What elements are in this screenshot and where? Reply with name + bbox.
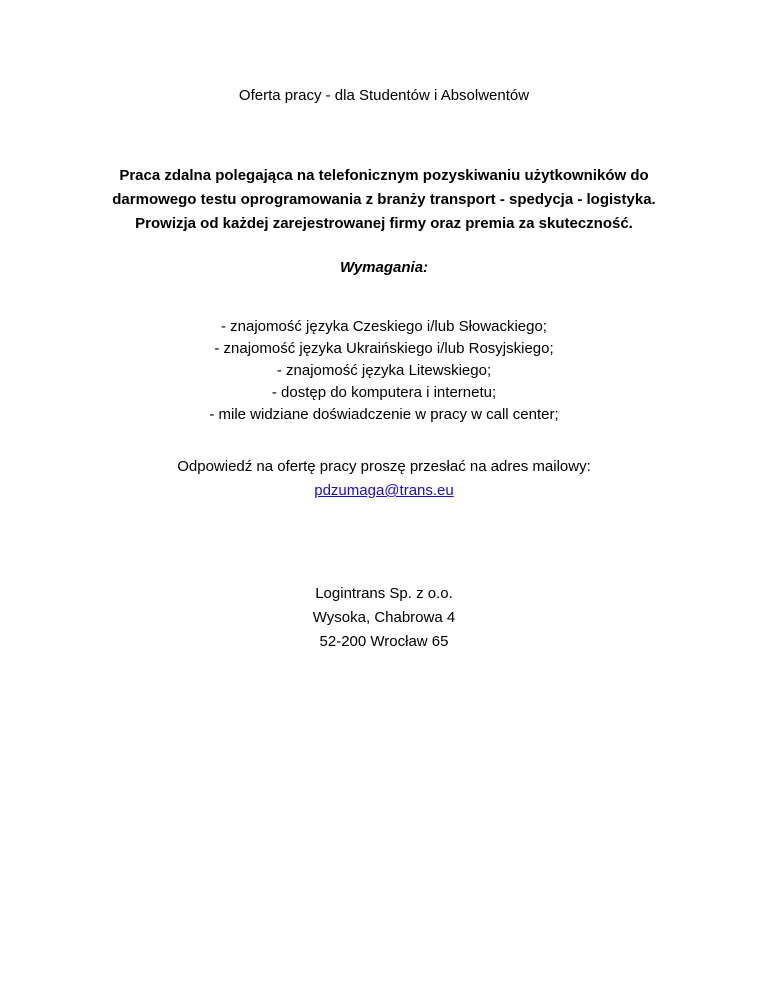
job-description-line: Prowizja od każdej zarejestrowanej firmy oraz premia za skuteczność. — [135, 215, 633, 232]
postal-city: 52-200 Wrocław 65 — [319, 633, 449, 650]
job-description-line: darmowego testu oprogramowania z branży transport - spedycja - logistyka. — [112, 191, 656, 208]
requirement-item: - znajomość języka Czeskiego i/lub Słowackiego; — [221, 318, 547, 335]
contact-section — [0, 455, 768, 503]
requirement-item: - znajomość języka Ukraińskiego i/lub Rosyjskiego; — [214, 340, 554, 357]
requirement-item: - dostęp do komputera i internetu; — [271, 384, 497, 401]
street-address: Wysoka, Chabrowa 4 — [312, 609, 456, 626]
requirements-list — [0, 316, 768, 426]
company-address — [0, 582, 768, 654]
contact-text: Odpowiedź na ofertę pracy proszę przesłać na adres mailowy: — [177, 458, 591, 475]
job-description — [0, 164, 768, 236]
requirement-item: - mile widziane doświadczenie w pracy w call center; — [209, 406, 559, 423]
email-link[interactable]: pdzumaga@trans.eu — [314, 482, 454, 499]
job-description-line: Praca zdalna polegająca na telefonicznym pozyskiwaniu użytkowników do — [119, 167, 649, 184]
company-name: Logintrans Sp. z o.o. — [315, 585, 453, 602]
document-title: Oferta pracy - dla Studentów i Absolwentów — [238, 87, 530, 104]
requirements-heading: Wymagania: — [339, 259, 429, 276]
requirement-item: - znajomość języka Litewskiego; — [276, 362, 492, 379]
